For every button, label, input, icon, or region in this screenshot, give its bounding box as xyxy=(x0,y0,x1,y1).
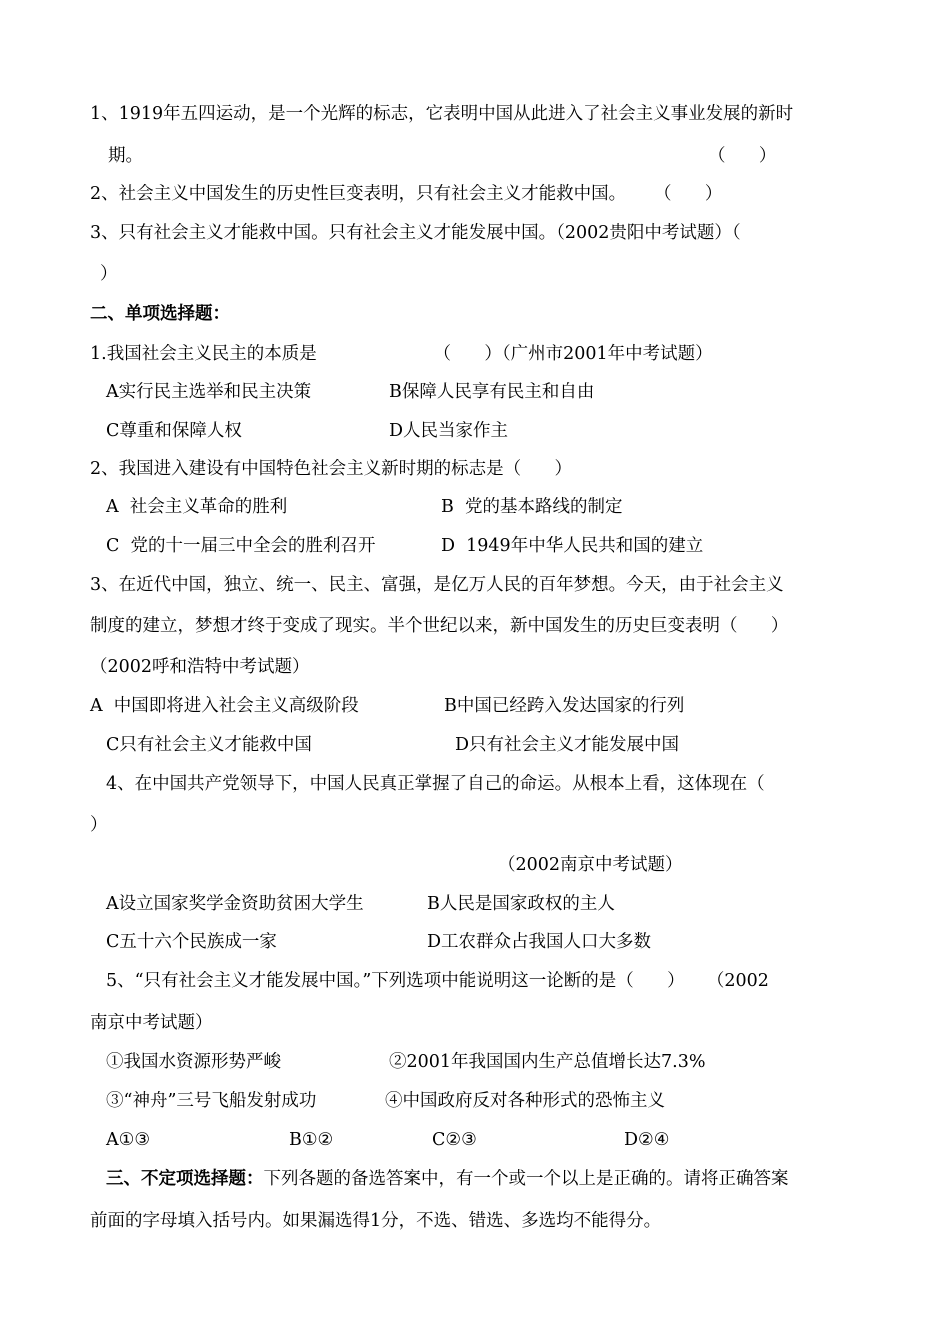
q5-option-c: C②③ xyxy=(432,1130,477,1150)
tf-1-line1: 1、1919年五四运动，是一个光辉的标志，它表明中国从此进入了社会主义事业发展的新时 xyxy=(90,104,794,124)
q3-option-c: C只有社会主义才能救中国 xyxy=(106,735,312,755)
q5-option-d: D②④ xyxy=(624,1130,670,1150)
section-3-title: 三、不定项选择题： xyxy=(106,1169,264,1189)
q2-option-b: B 党的基本路线的制定 xyxy=(441,497,623,517)
section-2-title: 二、单项选择题： xyxy=(90,304,230,324)
section-3-line2: 前面的字母填入括号内。如果漏选得1分，不选、错选、多选均不能得分。 xyxy=(90,1211,662,1231)
q3-line3: （2002呼和浩特中考试题） xyxy=(90,657,310,677)
q4-source: （2002南京中考试题） xyxy=(498,855,683,875)
tf-3-line2: ） xyxy=(100,264,118,284)
q2-stem: 2、我国进入建设有中国特色社会主义新时期的标志是（ ） xyxy=(90,459,573,479)
q5-item-3: ③“神舟”三号飞船发射成功 xyxy=(106,1091,317,1111)
q1-option-b: B保障人民享有民主和自由 xyxy=(389,382,595,402)
q5-line2: 南京中考试题） xyxy=(90,1013,213,1033)
q5-option-a: A①③ xyxy=(106,1130,151,1150)
tf-1-paren: （ ） xyxy=(708,146,777,166)
q4-option-d: D工农群众占我国人口大多数 xyxy=(427,932,652,952)
q5-line1: 5、“只有社会主义才能发展中国。”下列选项中能说明这一论断的是（ ） （2002 xyxy=(106,971,769,991)
q1-option-c: C尊重和保障人权 xyxy=(106,421,242,441)
q5-item-2: ②2001年我国国内生产总值增长达7.3% xyxy=(389,1052,706,1072)
q4-line1: 4、在中国共产党领导下，中国人民真正掌握了自己的命运。从根本上看，这体现在（ xyxy=(106,774,765,794)
q5-option-b: B①② xyxy=(289,1130,334,1150)
q2-option-a: A 社会主义革命的胜利 xyxy=(106,497,288,517)
q2-option-d: D 1949年中华人民共和国的建立 xyxy=(441,536,704,556)
q3-option-b: B中国已经跨入发达国家的行列 xyxy=(444,696,685,716)
q3-line1: 3、在近代中国，独立、统一、民主、富强，是亿万人民的百年梦想。今天，由于社会主义 xyxy=(90,575,784,595)
tf-3-line1: 3、只有社会主义才能救中国。只有社会主义才能发展中国。（2002贵阳中考试题）（ xyxy=(90,223,741,243)
q1-option-d: D人民当家作主 xyxy=(389,421,509,441)
q4-option-b: B人民是国家政权的主人 xyxy=(427,894,615,914)
q3-line2: 制度的建立，梦想才终于变成了现实。半个世纪以来，新中国发生的历史巨变表明（ ） xyxy=(90,616,789,636)
q3-option-a: A 中国即将进入社会主义高级阶段 xyxy=(90,696,359,716)
q1-option-a: A实行民主选举和民主决策 xyxy=(106,382,312,402)
q4-option-c: C五十六个民族成一家 xyxy=(106,932,277,952)
q4-option-a: A设立国家奖学金资助贫困大学生 xyxy=(106,894,364,914)
tf-1-line2: 期。 xyxy=(108,146,143,166)
section-3-text1: 下列各题的备选答案中，有一个或一个以上是正确的。请将正确答案 xyxy=(263,1169,789,1189)
q1-stem: 1.我国社会主义民主的本质是 （ ）（广州市2001年中考试题） xyxy=(90,344,713,364)
q3-option-d: D只有社会主义才能发展中国 xyxy=(455,735,680,755)
q5-item-4: ④中国政府反对各种形式的恐怖主义 xyxy=(385,1091,665,1111)
section-3-line1 xyxy=(106,1168,789,1190)
q5-item-1: ①我国水资源形势严峻 xyxy=(106,1052,281,1072)
q4-line2: ） xyxy=(90,815,108,835)
tf-2-line1: 2、社会主义中国发生的历史性巨变表明，只有社会主义才能救中国。 （ ） xyxy=(90,184,723,204)
q2-option-c: C 党的十一届三中全会的胜利召开 xyxy=(106,536,376,556)
